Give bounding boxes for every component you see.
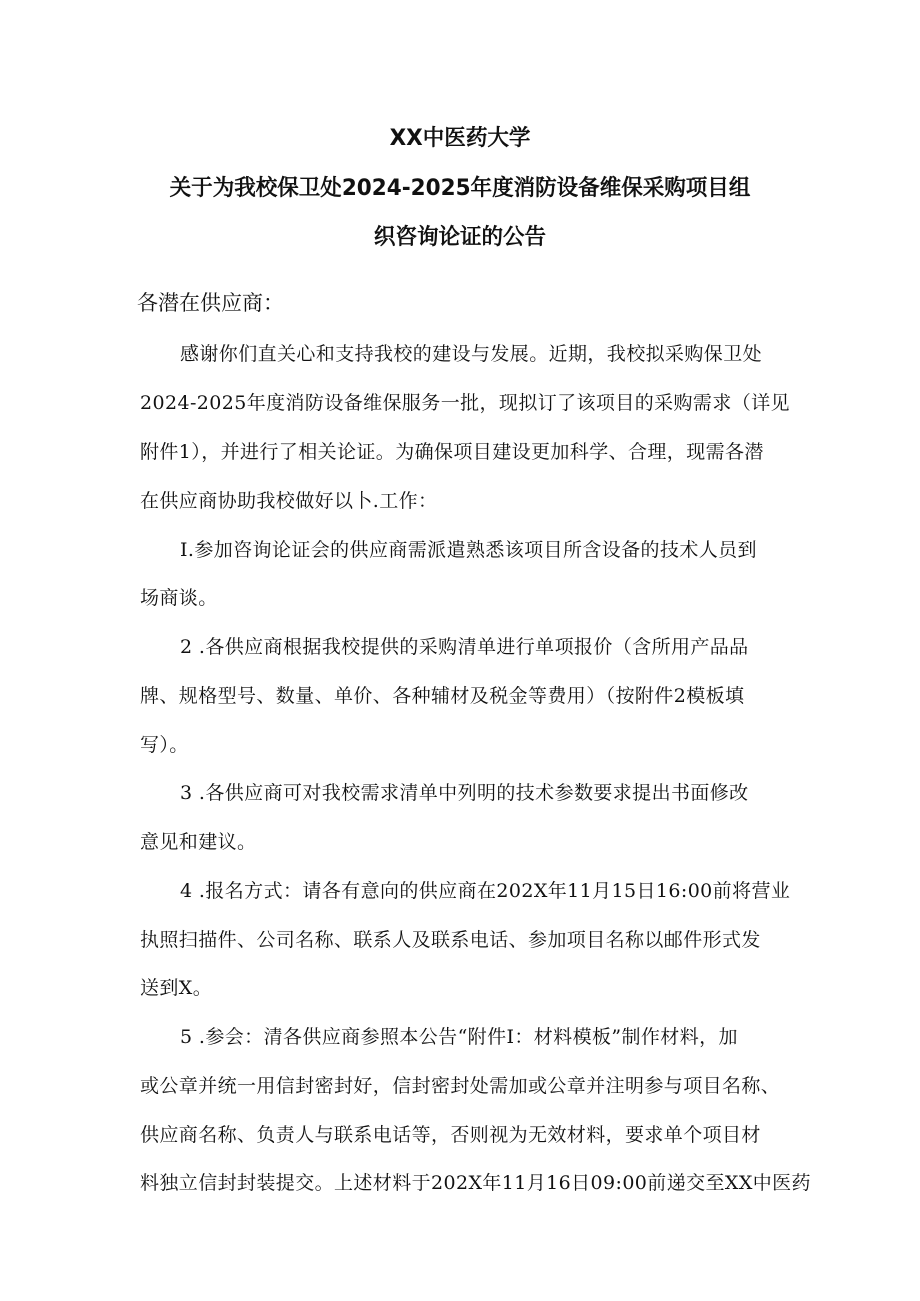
body-line: 2024-2025年度消防设备维保服务一批，现拟订了该项目的采购需求（详见 [140, 392, 790, 414]
salutation: 各潜在供应商： [137, 291, 284, 315]
body-line: 写）。 [140, 734, 189, 756]
body-line: 2 .各供应商根据我校提供的采购清单进行单项报价（含所用产品品 [180, 636, 749, 658]
body-line: 送到X。 [140, 977, 213, 999]
body-line: 附件1），并进行了相关论证。为确保项目建设更加科学、合理，现需各潜 [140, 441, 764, 463]
title-line-subject-end: 织咨询论证的公告 [373, 225, 547, 250]
body-line: 或公章并统一用信封密封好，信封密封处需加或公章并注明参与项目名称、 [140, 1075, 781, 1097]
body-line: 场商谈。 [140, 587, 218, 609]
title-line-subject: 关于为我校保卫处2024-2025年度消防设备维保采购项目组 [169, 176, 751, 201]
body-line: 牌、规格型号、数量、单价、各种辅材及税金等费用）（按附件2模板填 [140, 685, 745, 707]
body-line: I.参加咨询论证会的供应商需派遣熟悉该项目所含设备的技术人员到 [180, 539, 757, 561]
body-line: 4 .报名方式：请各有意向的供应商在202X年11月15日16:00前将营业 [180, 880, 791, 902]
body-line: 3 .各供应商可对我校需求清单中列明的技术参数要求提出书面修改 [180, 782, 749, 804]
body-line: 料独立信封封装提交。上述材料于202X年11月16日09:00前递交至XX中医药 [140, 1172, 811, 1194]
body-line: 感谢你们直关心和支持我校的建设与发展。近期，我校拟采购保卫处 [180, 343, 763, 365]
body-line: 供应商名称、负责人与联系电话等，否则视为无效材料，要求单个项目材 [140, 1124, 761, 1146]
body-line: 在供应商协助我校做好以卜.工作： [140, 490, 438, 512]
body-line: 执照扫描件、公司名称、联系人及联系电话、参加项目名称以邮件形式发 [140, 929, 761, 951]
title-line-university: XX中医药大学 [389, 126, 531, 151]
body-line: 5 .参会：清各供应商参照本公告“附件I：材料模板”制作材料，加 [180, 1026, 738, 1048]
body-line: 意见和建议。 [140, 831, 257, 853]
